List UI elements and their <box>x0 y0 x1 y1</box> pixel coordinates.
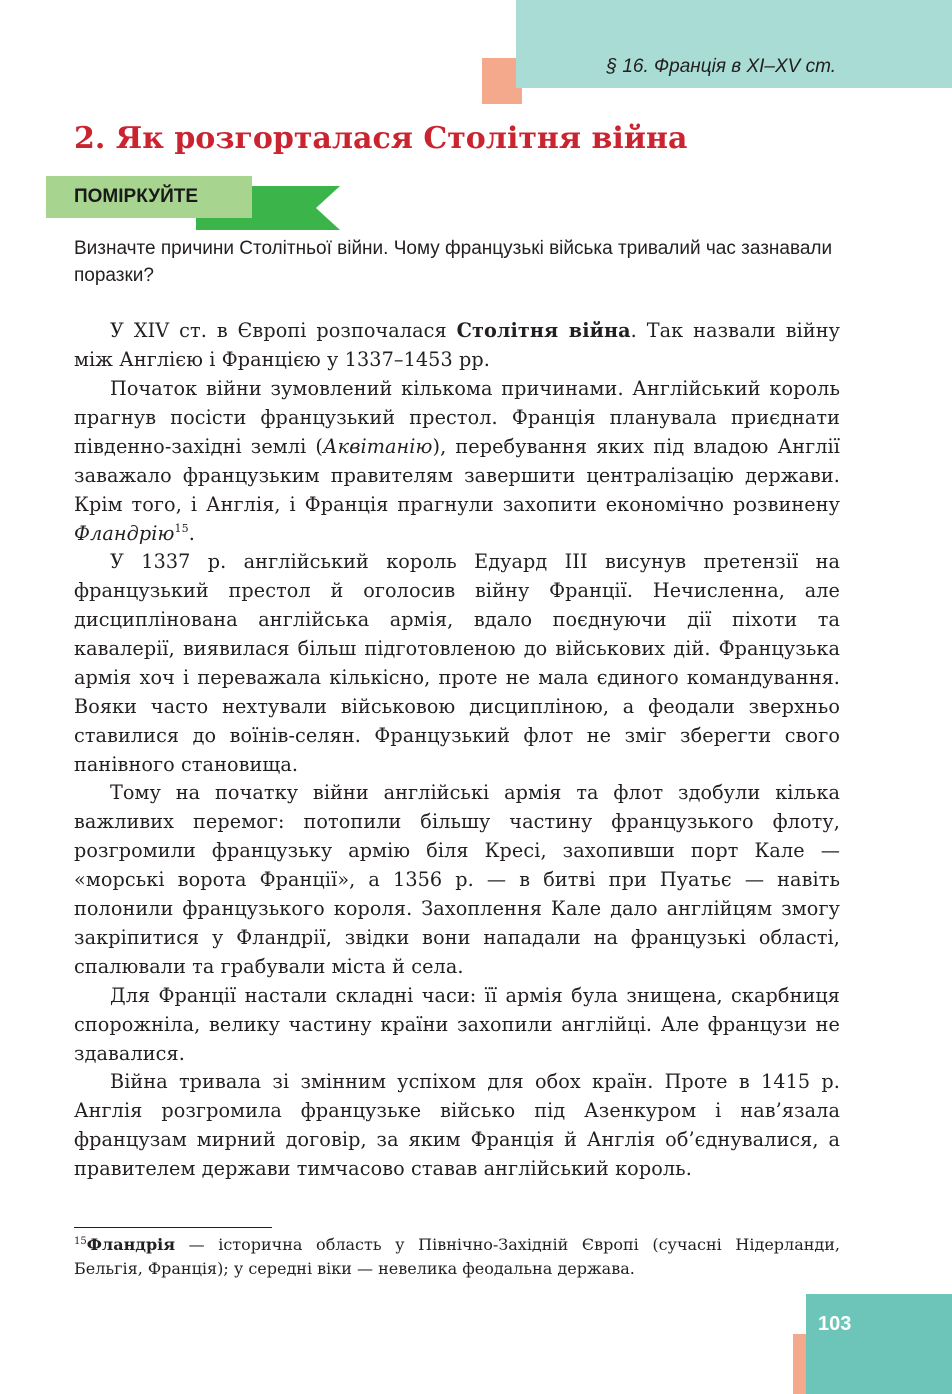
think-task-text: Визначте причини Столітньої війни. Чому французькі війська тривалий час зазнавали поразки? <box>74 238 833 286</box>
footnote <box>74 1233 840 1281</box>
paragraph-1 <box>74 316 840 374</box>
footnote-ref[interactable]: 15 <box>174 522 189 535</box>
paragraph-4: Тому на початку війни англійські армія та флот здобули кілька важливих перемог: потопили більшу частину французького флоту, розгромили французьку армію біля Кресі, захопивши порт Кале — «морські ворота Франції», а 1356 р. — в битві при Пуатьє — навіть полонили французького короля. Захоплення Кале дало англійцям змогу закріпитися у Фландрії, звідки вони нападали на французькі області, спалювали та грабували міста й села. <box>74 781 840 978</box>
footnote-text: — історична область у Північно-Західній Європі (сучасні Нідерланди, Бельгія, Франція); у середні віки — невелика феодальна держава. <box>74 1235 840 1278</box>
think-box <box>46 176 296 230</box>
p1-text-a: У XIV ст. в Європі розпочалася <box>110 319 457 342</box>
page-number: 103 <box>818 1313 852 1335</box>
think-label: ПОМІРКУЙТЕ <box>74 186 199 207</box>
p2-text-a: Початок війни зумовлений кількома причинами. Англійський король прагнув посісти французький престол. Франція планувала приєднати південно-західні землі ( <box>74 377 840 458</box>
paragraph-3: У 1337 р. англійський король Едуард III висунув претензії на французький престол й оголосив війну Франції. Нечисленна, але дисциплінована англійська армія, вдало поєднуючи дії піхоти та кавалерії, виявилася більш підготовленою до військових дій. Французька армія хоч і переважала кількісно, проте не мала єдиного командування. Вояки часто нехтували військовою дисципліною, а феодали зверхньо ставилися до воїнів-селян. Французький флот не зміг зберегти свого панівного становища. <box>74 550 840 776</box>
footnote-divider <box>74 1227 272 1228</box>
section-heading: 2. Як розгорталася Столітня війна <box>74 121 688 156</box>
p2-text-e: . <box>188 522 195 545</box>
paragraph-2 <box>74 374 840 548</box>
term-hundred-years-war: Столітня війна <box>456 319 631 342</box>
paragraph-6: Війна тривала зі змінним успіхом для обох країн. Проте в 1415 р. Англія розгромила французьке військо під Азенкуром і нав’язала французам мирний договір, за яким Франція й Англія об’єднувалися, а правителем держави тимчасово ставав англійський король. <box>74 1070 840 1180</box>
think-label-box <box>46 176 252 218</box>
footnote-term: Фландрія <box>86 1235 176 1254</box>
p1-text-c: . Так назвали війну між Англією і Францією у 1337–1453 рр. <box>74 319 840 371</box>
footnote-number: 15 <box>74 1236 87 1247</box>
section-title: § 16. Франція в XI–XV ст. <box>606 56 836 77</box>
term-aquitaine: Аквітанію <box>323 435 433 458</box>
paragraph-5: Для Франції настали складні часи: її армія була знищена, скарбниця спорожніла, велику частину країни захопили англійці. Але французи не здавалися. <box>74 984 840 1065</box>
page-number-tab <box>806 1294 952 1394</box>
p2-text-c: ), перебування яких під владою Англії заважало французьким правителям завершити централізацію держави. Крім того, і Англія, і Франція прагнули захопити економічно розвинену <box>74 435 840 516</box>
term-flanders: Фландрію <box>74 522 175 545</box>
